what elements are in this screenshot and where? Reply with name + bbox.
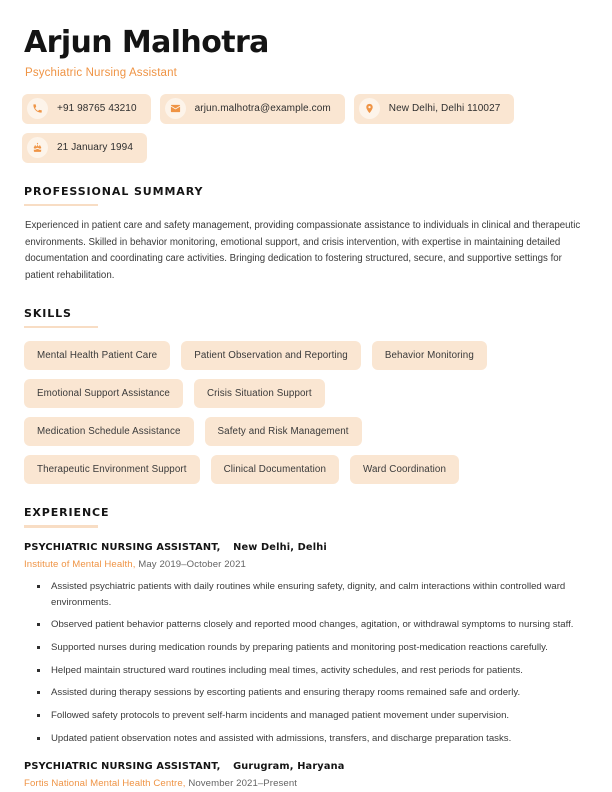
skill-tag[interactable]: Crisis Situation Support xyxy=(194,379,325,408)
skill-tag[interactable]: Medication Schedule Assistance xyxy=(24,417,194,446)
experience-dates: November 2021–Present xyxy=(188,777,298,789)
contact-value-email: arjun.malhotra@example.com xyxy=(194,103,331,115)
section-rule xyxy=(24,525,98,528)
summary-text: Experienced in patient care and safety management, providing compassionate assistance to individuals in clinical and therapeutic environments. Skilled in behavior monitoring, emotional support, and crisis intervention, with expertise in maintaining detailed documentation and coordinating care activities. Bringing dedication to fostering structured, secure, and supportive settings for patient rehabilitation. xyxy=(25,220,581,282)
contact-chip-list xyxy=(22,94,582,163)
candidate-name: Arjun Malhotra xyxy=(24,25,269,60)
section-experience xyxy=(22,506,590,788)
section-rule xyxy=(24,326,98,329)
skill-tag[interactable]: Emotional Support Assistance xyxy=(24,379,183,408)
contact-chip-birthday[interactable] xyxy=(22,133,147,163)
experience-company: Institute of Mental Health, xyxy=(24,558,136,570)
contact-chip-phone[interactable] xyxy=(22,94,151,124)
experience-bullet: Supported nurses during medication rounds by preparing patients and monitoring post-medication reactions carefully. xyxy=(25,640,590,656)
email-icon xyxy=(165,98,186,119)
section-title-experience: EXPERIENCE xyxy=(24,506,110,520)
skill-tag[interactable]: Patient Observation and Reporting xyxy=(181,341,361,370)
location-pin-icon xyxy=(359,98,380,119)
contact-value-phone: +91 98765 43210 xyxy=(57,103,137,115)
section-title-summary: PROFESSIONAL SUMMARY xyxy=(24,184,204,198)
skill-tag[interactable]: Safety and Risk Management xyxy=(205,417,362,446)
experience-bullet: Updated patient observation notes and assisted with admissions, transfers, and discharge preparation tasks. xyxy=(25,731,590,747)
skills-tag-list xyxy=(22,341,492,484)
skill-tag[interactable]: Therapeutic Environment Support xyxy=(24,455,200,484)
skill-tag[interactable]: Ward Coordination xyxy=(350,455,459,484)
experience-heading xyxy=(24,761,590,772)
experience-location: Gurugram, Haryana xyxy=(233,760,345,772)
section-professional-summary xyxy=(22,185,590,285)
candidate-job-title: Psychiatric Nursing Assistant xyxy=(25,66,177,79)
experience-bullet: Observed patient behavior patterns closely and reported mood changes, agitation, or withdrawal symptoms to nursing staff. xyxy=(25,617,590,633)
contact-chip-location[interactable] xyxy=(354,94,515,124)
experience-role: PSYCHIATRIC NURSING ASSISTANT, xyxy=(24,760,221,772)
experience-meta xyxy=(24,778,590,789)
experience-bullet: Followed safety protocols to prevent self-harm incidents and managed patient movement under supervision. xyxy=(25,708,590,724)
experience-entry xyxy=(22,761,590,789)
section-skills xyxy=(22,307,590,485)
birthday-cake-icon xyxy=(27,137,48,158)
experience-bullet-list xyxy=(24,579,590,747)
experience-bullet: Helped maintain structured ward routines including meal times, activity schedules, and rest periods for patients. xyxy=(25,663,590,679)
section-title-skills: SKILLS xyxy=(24,306,72,320)
section-rule xyxy=(24,204,98,207)
experience-bullet: Assisted psychiatric patients with daily routines while ensuring safety, dignity, and calm interactions within controlled ward environments. xyxy=(25,579,590,610)
experience-heading xyxy=(24,542,590,553)
contact-value-birthday: 21 January 1994 xyxy=(57,142,134,154)
experience-location: New Delhi, Delhi xyxy=(233,541,327,553)
experience-bullet: Assisted during therapy sessions by escorting patients and ensuring therapy rooms remained safe and orderly. xyxy=(25,685,590,701)
resume-header xyxy=(22,26,590,163)
contact-value-location: New Delhi, Delhi 110027 xyxy=(388,103,501,115)
skill-tag[interactable]: Clinical Documentation xyxy=(211,455,339,484)
experience-role: PSYCHIATRIC NURSING ASSISTANT, xyxy=(24,541,221,553)
contact-chip-email[interactable] xyxy=(160,94,345,124)
skill-tag[interactable]: Mental Health Patient Care xyxy=(24,341,170,370)
skill-tag[interactable]: Behavior Monitoring xyxy=(372,341,487,370)
experience-dates: May 2019–October 2021 xyxy=(138,558,246,570)
experience-company: Fortis National Mental Health Centre, xyxy=(24,777,186,789)
experience-meta xyxy=(24,559,590,570)
phone-icon xyxy=(27,98,48,119)
experience-entry xyxy=(22,542,590,747)
